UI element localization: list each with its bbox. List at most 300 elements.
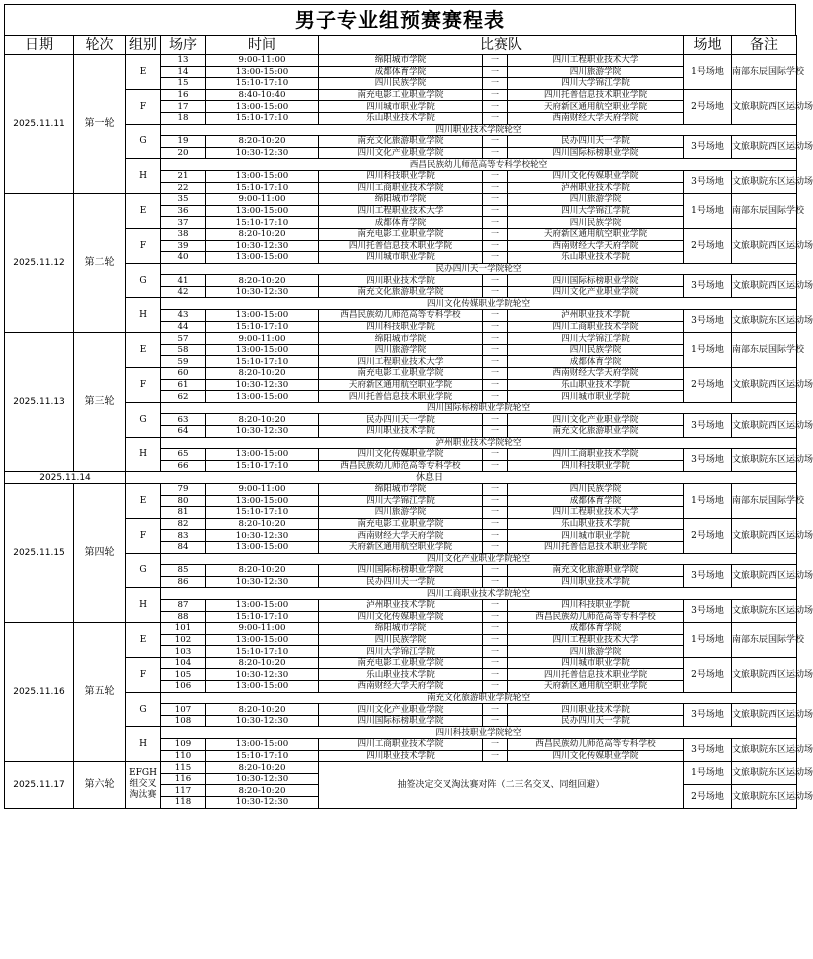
away-team: 四川职业技术学院	[508, 704, 684, 716]
note-cell: 文旅职院西区运动场	[732, 136, 797, 159]
versus-mark: 一	[483, 739, 508, 751]
match-time: 10:30-12:30	[206, 426, 319, 438]
match-time: 13:00-15:00	[206, 252, 319, 264]
away-team: 西昌民族幼儿师范高等专科学校	[508, 611, 684, 623]
header-teams: 比赛队	[319, 36, 684, 55]
home-team: 成都体育学院	[319, 66, 483, 78]
match-number: 13	[161, 55, 206, 67]
venue-cell: 3号场地	[684, 599, 732, 622]
match-number: 79	[161, 483, 206, 495]
away-team: 西南财经大学天府学院	[508, 368, 684, 380]
away-team: 四川大学锦江学院	[508, 333, 684, 345]
table-row	[5, 194, 797, 206]
group-cell: G	[126, 124, 161, 159]
venue-cell: 1号场地	[684, 55, 732, 90]
versus-mark: 一	[483, 449, 508, 461]
group-cell: H	[126, 298, 161, 333]
home-team: 四川国际标榜职业学院	[319, 715, 483, 727]
match-number: 102	[161, 634, 206, 646]
match-time: 10:30-12:30	[206, 286, 319, 298]
group-cell: H	[126, 727, 161, 762]
bye-cell: 泸州职业技术学院轮空	[161, 437, 797, 449]
versus-mark: 一	[483, 750, 508, 762]
home-team: 西南财经大学天府学院	[319, 530, 483, 542]
match-number: 103	[161, 646, 206, 658]
match-number: 115	[161, 762, 206, 774]
match-time: 9:00-11:00	[206, 55, 319, 67]
note-cell: 文旅职院东区运动场	[732, 739, 797, 762]
match-time: 8:40-10:40	[206, 89, 319, 101]
match-number: 80	[161, 495, 206, 507]
date-cell: 2025.11.15	[5, 483, 74, 622]
header-match-no: 场序	[161, 36, 206, 55]
rest-day-cell: 休息日	[126, 472, 797, 484]
match-number: 105	[161, 669, 206, 681]
venue-cell: 2号场地	[684, 785, 732, 808]
header-venue: 场地	[684, 36, 732, 55]
match-time: 10:30-12:30	[206, 576, 319, 588]
away-team: 天府新区通用航空职业学院	[508, 681, 684, 693]
header-row	[5, 36, 797, 55]
away-team: 乐山职业技术学院	[508, 379, 684, 391]
away-team: 乐山职业技术学院	[508, 252, 684, 264]
group-cell: F	[126, 368, 161, 403]
home-team: 绵阳城市学院	[319, 333, 483, 345]
away-team: 四川文化传媒职业学院	[508, 750, 684, 762]
away-team: 四川城市职业学院	[508, 657, 684, 669]
versus-mark: 一	[483, 55, 508, 67]
match-time: 13:00-15:00	[206, 66, 319, 78]
versus-mark: 一	[483, 147, 508, 159]
home-team: 天府新区通用航空职业学院	[319, 379, 483, 391]
versus-mark: 一	[483, 356, 508, 368]
date-cell: 2025.11.14	[5, 472, 126, 484]
match-time: 13:00-15:00	[206, 391, 319, 403]
match-number: 40	[161, 252, 206, 264]
away-team: 西南财经大学天府学院	[508, 240, 684, 252]
match-number: 116	[161, 773, 206, 785]
versus-mark: 一	[483, 460, 508, 472]
group-cell: F	[126, 228, 161, 263]
away-team: 成都体育学院	[508, 623, 684, 635]
versus-mark: 一	[483, 576, 508, 588]
round-cell: 第三轮	[74, 333, 126, 472]
versus-mark: 一	[483, 89, 508, 101]
match-number: 58	[161, 344, 206, 356]
home-team: 四川科技职业学院	[319, 321, 483, 333]
match-time: 10:30-12:30	[206, 379, 319, 391]
match-number: 36	[161, 205, 206, 217]
home-team: 四川科技职业学院	[319, 170, 483, 182]
home-team: 四川文化产业职业学院	[319, 147, 483, 159]
versus-mark: 一	[483, 414, 508, 426]
bye-cell: 四川文化产业职业学院轮空	[161, 553, 797, 565]
match-time: 15:10-17:10	[206, 321, 319, 333]
match-time: 13:00-15:00	[206, 449, 319, 461]
match-time: 8:20-10:20	[206, 704, 319, 716]
match-number: 64	[161, 426, 206, 438]
home-team: 四川文化传媒职业学院	[319, 611, 483, 623]
home-team: 四川旅游学院	[319, 507, 483, 519]
venue-cell: 2号场地	[684, 368, 732, 403]
match-time: 10:30-12:30	[206, 715, 319, 727]
away-team: 四川大学锦江学院	[508, 205, 684, 217]
away-team: 四川工商职业技术学院	[508, 321, 684, 333]
versus-mark: 一	[483, 507, 508, 519]
match-number: 41	[161, 275, 206, 287]
versus-mark: 一	[483, 646, 508, 658]
match-time: 13:00-15:00	[206, 634, 319, 646]
away-team: 四川科技职业学院	[508, 460, 684, 472]
venue-cell: 1号场地	[684, 483, 732, 518]
home-team: 南充文化旅游职业学院	[319, 136, 483, 148]
note-cell: 南部东辰国际学校	[732, 55, 797, 90]
venue-cell: 1号场地	[684, 333, 732, 368]
match-number: 57	[161, 333, 206, 345]
versus-mark: 一	[483, 344, 508, 356]
match-time: 15:10-17:10	[206, 182, 319, 194]
note-cell: 文旅职院东区运动场	[732, 762, 797, 785]
home-team: 四川托普信息技术职业学院	[319, 391, 483, 403]
home-team: 西南财经大学天府学院	[319, 681, 483, 693]
note-cell: 南部东辰国际学校	[732, 333, 797, 368]
away-team: 成都体育学院	[508, 495, 684, 507]
away-team: 四川托普信息技术职业学院	[508, 669, 684, 681]
match-number: 42	[161, 286, 206, 298]
away-team: 西南财经大学天府学院	[508, 112, 684, 124]
versus-mark: 一	[483, 228, 508, 240]
away-team: 南充文化旅游职业学院	[508, 565, 684, 577]
home-team: 绵阳城市学院	[319, 194, 483, 206]
match-number: 84	[161, 541, 206, 553]
note-cell: 文旅职院西区运动场	[732, 89, 797, 124]
match-time: 10:30-12:30	[206, 773, 319, 785]
away-team: 四川旅游学院	[508, 194, 684, 206]
note-cell: 南部东辰国际学校	[732, 194, 797, 229]
away-team: 四川文化产业职业学院	[508, 414, 684, 426]
bye-cell: 四川科技职业学院轮空	[161, 727, 797, 739]
home-team: 南充电影工业职业学院	[319, 368, 483, 380]
match-number: 62	[161, 391, 206, 403]
group-cell: F	[126, 89, 161, 124]
away-team: 四川工程职业技术大学	[508, 507, 684, 519]
note-cell: 文旅职院西区运动场	[732, 704, 797, 727]
bye-cell: 民办四川天一学院轮空	[161, 263, 797, 275]
match-number: 82	[161, 518, 206, 530]
date-cell: 2025.11.13	[5, 333, 74, 472]
versus-mark: 一	[483, 252, 508, 264]
venue-cell: 2号场地	[684, 657, 732, 692]
versus-mark: 一	[483, 240, 508, 252]
group-cell: H	[126, 437, 161, 472]
home-team: 四川工商职业技术学院	[319, 739, 483, 751]
group-cell: E	[126, 623, 161, 658]
match-number: 107	[161, 704, 206, 716]
away-team: 四川城市职业学院	[508, 391, 684, 403]
match-time: 8:20-10:20	[206, 565, 319, 577]
match-time: 8:20-10:20	[206, 518, 319, 530]
match-time: 10:30-12:30	[206, 797, 319, 809]
away-team: 四川职业技术学院	[508, 576, 684, 588]
note-cell: 南部东辰国际学校	[732, 623, 797, 658]
match-time: 9:00-11:00	[206, 623, 319, 635]
home-team: 四川文化传媒职业学院	[319, 449, 483, 461]
match-number: 63	[161, 414, 206, 426]
venue-cell: 3号场地	[684, 136, 732, 159]
bye-cell: 四川职业技术学院轮空	[161, 124, 797, 136]
group-cell: EFGH组交叉淘汰赛	[126, 762, 161, 808]
away-team: 四川国际标榜职业学院	[508, 147, 684, 159]
venue-cell: 2号场地	[684, 89, 732, 124]
bye-cell: 四川文化传媒职业学院轮空	[161, 298, 797, 310]
venue-cell: 3号场地	[684, 704, 732, 727]
note-cell: 文旅职院东区运动场	[732, 785, 797, 808]
match-number: 21	[161, 170, 206, 182]
note-cell: 文旅职院西区运动场	[732, 228, 797, 263]
match-number: 65	[161, 449, 206, 461]
versus-mark: 一	[483, 170, 508, 182]
versus-mark: 一	[483, 715, 508, 727]
match-time: 15:10-17:10	[206, 646, 319, 658]
home-team: 四川旅游学院	[319, 344, 483, 356]
away-team: 天府新区通用航空职业学院	[508, 228, 684, 240]
match-number: 44	[161, 321, 206, 333]
match-time: 13:00-15:00	[206, 541, 319, 553]
home-team: 四川民族学院	[319, 78, 483, 90]
home-team: 南充电影工业职业学院	[319, 89, 483, 101]
match-number: 19	[161, 136, 206, 148]
match-number: 83	[161, 530, 206, 542]
match-time: 15:10-17:10	[206, 460, 319, 472]
versus-mark: 一	[483, 669, 508, 681]
match-time: 8:20-10:20	[206, 275, 319, 287]
table-row	[5, 55, 797, 67]
group-cell: E	[126, 55, 161, 90]
home-team: 四川大学锦江学院	[319, 495, 483, 507]
match-number: 18	[161, 112, 206, 124]
versus-mark: 一	[483, 704, 508, 716]
match-time: 8:20-10:20	[206, 785, 319, 797]
versus-mark: 一	[483, 634, 508, 646]
group-cell: G	[126, 402, 161, 437]
home-team: 四川职业技术学院	[319, 426, 483, 438]
match-number: 81	[161, 507, 206, 519]
match-time: 9:00-11:00	[206, 333, 319, 345]
away-team: 四川科技职业学院	[508, 599, 684, 611]
note-cell: 文旅职院西区运动场	[732, 518, 797, 553]
home-team: 四川国际标榜职业学院	[319, 565, 483, 577]
venue-cell: 2号场地	[684, 518, 732, 553]
versus-mark: 一	[483, 66, 508, 78]
match-number: 106	[161, 681, 206, 693]
home-team: 四川大学锦江学院	[319, 646, 483, 658]
bye-cell: 西昌民族幼儿师范高等专科学校轮空	[161, 159, 797, 171]
venue-cell: 3号场地	[684, 739, 732, 762]
versus-mark: 一	[483, 205, 508, 217]
versus-mark: 一	[483, 182, 508, 194]
note-cell: 文旅职院西区运动场	[732, 657, 797, 692]
match-time: 13:00-15:00	[206, 205, 319, 217]
header-round: 轮次	[74, 36, 126, 55]
table-row	[5, 472, 797, 484]
match-number: 37	[161, 217, 206, 229]
header-time: 时间	[206, 36, 319, 55]
home-team: 天府新区通用航空职业学院	[319, 541, 483, 553]
away-team: 四川工程职业技术大学	[508, 634, 684, 646]
group-cell: E	[126, 333, 161, 368]
home-team: 绵阳城市学院	[319, 483, 483, 495]
away-team: 四川民族学院	[508, 217, 684, 229]
match-number: 38	[161, 228, 206, 240]
match-number: 22	[161, 182, 206, 194]
versus-mark: 一	[483, 194, 508, 206]
away-team: 四川文化传媒职业学院	[508, 170, 684, 182]
match-time: 13:00-15:00	[206, 170, 319, 182]
round-cell: 第六轮	[74, 762, 126, 808]
versus-mark: 一	[483, 681, 508, 693]
match-time: 13:00-15:00	[206, 495, 319, 507]
home-team: 西昌民族幼儿师范高等专科学校	[319, 460, 483, 472]
away-team: 四川托普信息技术职业学院	[508, 541, 684, 553]
home-team: 四川职业技术学院	[319, 275, 483, 287]
home-team: 泸州职业技术学院	[319, 599, 483, 611]
match-number: 118	[161, 797, 206, 809]
versus-mark: 一	[483, 321, 508, 333]
venue-cell: 3号场地	[684, 310, 732, 333]
venue-cell: 3号场地	[684, 170, 732, 193]
versus-mark: 一	[483, 136, 508, 148]
match-time: 15:10-17:10	[206, 750, 319, 762]
group-cell: G	[126, 263, 161, 298]
versus-mark: 一	[483, 112, 508, 124]
away-team: 成都体育学院	[508, 356, 684, 368]
note-cell: 文旅职院东区运动场	[732, 170, 797, 193]
page-title: 男子专业组预赛赛程表	[4, 4, 796, 35]
away-team: 四川旅游学院	[508, 66, 684, 78]
match-time: 10:30-12:30	[206, 669, 319, 681]
home-team: 成都体育学院	[319, 217, 483, 229]
venue-cell: 3号场地	[684, 414, 732, 437]
away-team: 南充文化旅游职业学院	[508, 426, 684, 438]
group-cell: H	[126, 588, 161, 623]
note-cell: 文旅职院东区运动场	[732, 599, 797, 622]
home-team: 乐山职业技术学院	[319, 112, 483, 124]
versus-mark: 一	[483, 495, 508, 507]
match-number: 88	[161, 611, 206, 623]
venue-cell: 3号场地	[684, 275, 732, 298]
note-cell: 文旅职院西区运动场	[732, 368, 797, 403]
match-time: 9:00-11:00	[206, 483, 319, 495]
home-team: 四川职业技术学院	[319, 750, 483, 762]
away-team: 四川托普信息技术职业学院	[508, 89, 684, 101]
versus-mark: 一	[483, 599, 508, 611]
versus-mark: 一	[483, 333, 508, 345]
match-number: 39	[161, 240, 206, 252]
away-team: 泸州职业技术学院	[508, 182, 684, 194]
versus-mark: 一	[483, 286, 508, 298]
match-number: 35	[161, 194, 206, 206]
versus-mark: 一	[483, 657, 508, 669]
match-number: 16	[161, 89, 206, 101]
venue-cell: 1号场地	[684, 623, 732, 658]
versus-mark: 一	[483, 611, 508, 623]
away-team: 四川大学锦江学院	[508, 78, 684, 90]
match-number: 85	[161, 565, 206, 577]
group-cell: G	[126, 553, 161, 588]
match-time: 8:20-10:20	[206, 414, 319, 426]
home-team: 四川城市职业学院	[319, 252, 483, 264]
home-team: 四川工商职业技术学院	[319, 182, 483, 194]
match-number: 108	[161, 715, 206, 727]
match-number: 61	[161, 379, 206, 391]
versus-mark: 一	[483, 483, 508, 495]
venue-cell: 1号场地	[684, 194, 732, 229]
venue-cell: 1号场地	[684, 762, 732, 785]
match-number: 20	[161, 147, 206, 159]
round-cell: 第一轮	[74, 55, 126, 194]
home-team: 南充文化旅游职业学院	[319, 286, 483, 298]
home-team: 民办四川天一学院	[319, 576, 483, 588]
home-team: 四川文化产业职业学院	[319, 704, 483, 716]
versus-mark: 一	[483, 379, 508, 391]
date-cell: 2025.11.17	[5, 762, 74, 808]
away-team: 民办四川天一学院	[508, 715, 684, 727]
away-team: 四川国际标榜职业学院	[508, 275, 684, 287]
home-team: 四川工程职业技术大学	[319, 205, 483, 217]
versus-mark: 一	[483, 426, 508, 438]
match-time: 13:00-15:00	[206, 344, 319, 356]
date-cell: 2025.11.11	[5, 55, 74, 194]
match-time: 13:00-15:00	[206, 599, 319, 611]
away-team: 四川工商职业技术学院	[508, 449, 684, 461]
versus-mark: 一	[483, 78, 508, 90]
match-number: 14	[161, 66, 206, 78]
match-time: 15:10-17:10	[206, 611, 319, 623]
versus-mark: 一	[483, 368, 508, 380]
match-time: 15:10-17:10	[206, 217, 319, 229]
round-cell: 第二轮	[74, 194, 126, 333]
group-cell: H	[126, 159, 161, 194]
match-time: 8:20-10:20	[206, 657, 319, 669]
match-time: 8:20-10:20	[206, 368, 319, 380]
bye-cell: 四川国际标榜职业学院轮空	[161, 402, 797, 414]
home-team: 四川城市职业学院	[319, 101, 483, 113]
home-team: 绵阳城市学院	[319, 55, 483, 67]
note-cell: 文旅职院西区运动场	[732, 565, 797, 588]
away-team: 四川民族学院	[508, 344, 684, 356]
match-number: 43	[161, 310, 206, 322]
group-cell: F	[126, 657, 161, 692]
versus-mark: 一	[483, 391, 508, 403]
versus-mark: 一	[483, 310, 508, 322]
away-team: 天府新区通用航空职业学院	[508, 101, 684, 113]
versus-mark: 一	[483, 217, 508, 229]
round-cell: 第四轮	[74, 483, 126, 622]
note-cell: 文旅职院东区运动场	[732, 310, 797, 333]
bye-cell: 四川工商职业技术学院轮空	[161, 588, 797, 600]
bye-cell: 南充文化旅游职业学院轮空	[161, 692, 797, 704]
match-number: 110	[161, 750, 206, 762]
match-number: 109	[161, 739, 206, 751]
away-team: 四川旅游学院	[508, 646, 684, 658]
match-number: 104	[161, 657, 206, 669]
versus-mark: 一	[483, 275, 508, 287]
away-team: 民办四川天一学院	[508, 136, 684, 148]
venue-cell: 3号场地	[684, 565, 732, 588]
match-time: 8:20-10:20	[206, 228, 319, 240]
versus-mark: 一	[483, 518, 508, 530]
knockout-note: 抽签决定交叉淘汰赛对阵（二三名交叉、同组回避）	[319, 762, 684, 808]
